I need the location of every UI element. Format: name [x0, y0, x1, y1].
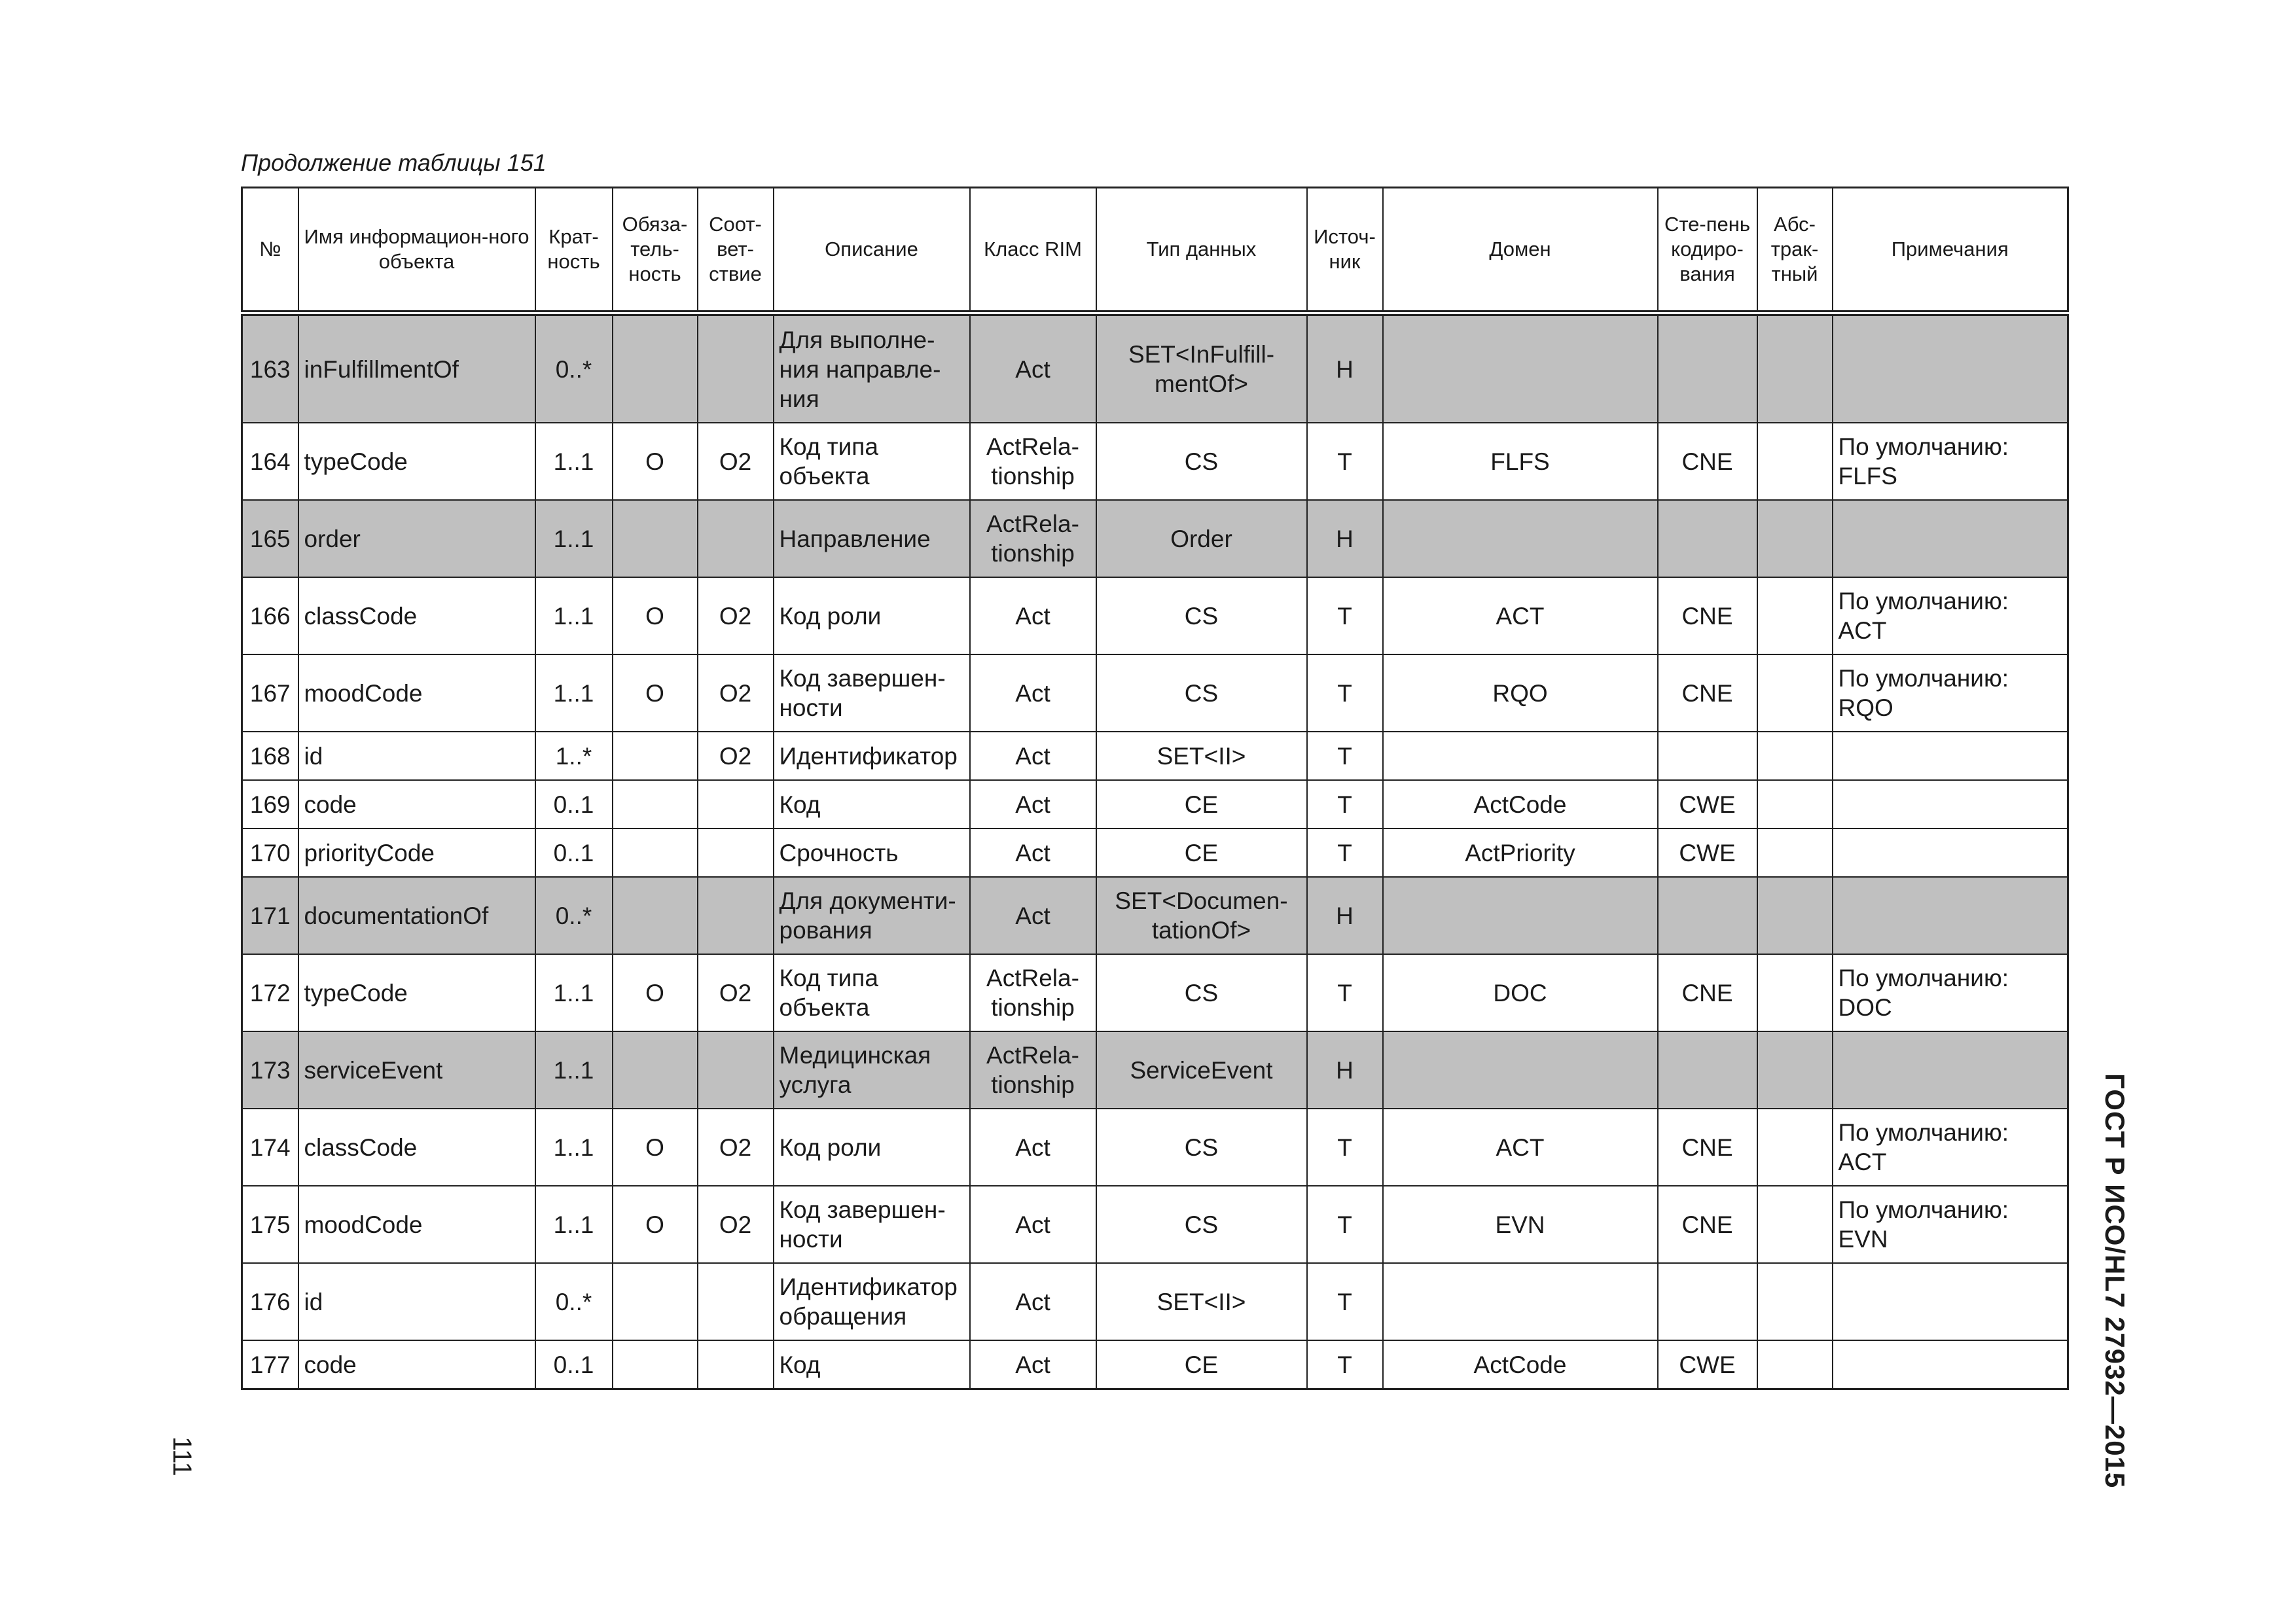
cell-num: 175 [242, 1186, 298, 1263]
cell-data-type: SET<II> [1096, 1263, 1307, 1340]
cell-abstract [1757, 877, 1833, 954]
cell-rim-class: ActRela-tionship [970, 500, 1096, 577]
table-row [242, 423, 2068, 500]
cell-rim-class: Act [970, 829, 1096, 877]
cell-num: 167 [242, 654, 298, 732]
table-row [242, 1031, 2068, 1109]
cell-data-type: SET<II> [1096, 732, 1307, 780]
cell-num: 170 [242, 829, 298, 877]
cell-name: moodCode [298, 654, 535, 732]
cell-optionality: O [613, 423, 698, 500]
cell-domain: ActCode [1383, 1340, 1658, 1389]
cell-notes: По умолчанию: DOC [1833, 954, 2068, 1031]
cell-name: priorityCode [298, 829, 535, 877]
cell-conformance: O2 [698, 577, 774, 654]
cell-cardinality: 0..1 [535, 829, 613, 877]
table-caption: Продолжение таблицы 151 [241, 149, 547, 176]
cell-source: T [1307, 577, 1383, 654]
cell-cardinality: 1..1 [535, 500, 613, 577]
cell-optionality: O [613, 954, 698, 1031]
table-row [242, 780, 2068, 829]
cell-source: T [1307, 829, 1383, 877]
cell-source: T [1307, 654, 1383, 732]
cell-notes [1833, 500, 2068, 577]
cell-notes [1833, 780, 2068, 829]
cell-abstract [1757, 1109, 1833, 1186]
cell-notes: По умолчанию: EVN [1833, 1186, 2068, 1263]
cell-source: H [1307, 877, 1383, 954]
cell-domain: EVN [1383, 1186, 1658, 1263]
header-optionality: Обяза-тель-ность [613, 188, 698, 313]
header-rim-class: Класс RIM [970, 188, 1096, 313]
header-coding-strength: Сте-пень кодиро-вания [1658, 188, 1757, 313]
cell-cardinality: 0..* [535, 877, 613, 954]
cell-domain: DOC [1383, 954, 1658, 1031]
cell-optionality [613, 877, 698, 954]
cell-description: Код завершен-ности [774, 654, 970, 732]
cell-data-type: ServiceEvent [1096, 1031, 1307, 1109]
cell-abstract [1757, 780, 1833, 829]
cell-name: moodCode [298, 1186, 535, 1263]
cell-description: Медицинская услуга [774, 1031, 970, 1109]
cell-notes [1833, 732, 2068, 780]
cell-num: 172 [242, 954, 298, 1031]
cell-data-type: CS [1096, 654, 1307, 732]
cell-notes [1833, 1031, 2068, 1109]
header-abstract: Абс-трак-тный [1757, 188, 1833, 313]
cell-domain [1383, 500, 1658, 577]
cell-rim-class: ActRela-tionship [970, 1031, 1096, 1109]
header-name: Имя информацион-ного объекта [298, 188, 535, 313]
cell-domain: ActCode [1383, 780, 1658, 829]
cell-abstract [1757, 1340, 1833, 1389]
header-description: Описание [774, 188, 970, 313]
cell-conformance [698, 780, 774, 829]
cell-rim-class: Act [970, 577, 1096, 654]
header-notes: Примечания [1833, 188, 2068, 313]
cell-source: T [1307, 954, 1383, 1031]
cell-conformance: O2 [698, 1186, 774, 1263]
cell-notes: По умолчанию: FLFS [1833, 423, 2068, 500]
cell-source: T [1307, 732, 1383, 780]
cell-coding-strength [1658, 732, 1757, 780]
cell-data-type: CS [1096, 423, 1307, 500]
cell-name: typeCode [298, 423, 535, 500]
cell-rim-class: Act [970, 877, 1096, 954]
cell-source: T [1307, 1263, 1383, 1340]
cell-cardinality: 0..1 [535, 780, 613, 829]
header-domain: Домен [1383, 188, 1658, 313]
cell-conformance: O2 [698, 732, 774, 780]
cell-cardinality: 1..1 [535, 1109, 613, 1186]
cell-description: Для выполне-ния направле-ния [774, 313, 970, 423]
cell-notes [1833, 829, 2068, 877]
cell-coding-strength: CNE [1658, 1109, 1757, 1186]
cell-rim-class: Act [970, 313, 1096, 423]
table-row [242, 500, 2068, 577]
cell-conformance [698, 1263, 774, 1340]
cell-abstract [1757, 313, 1833, 423]
cell-description: Код типа объекта [774, 954, 970, 1031]
cell-name: inFulfillmentOf [298, 313, 535, 423]
cell-name: documentationOf [298, 877, 535, 954]
cell-conformance: O2 [698, 654, 774, 732]
cell-cardinality: 1..1 [535, 654, 613, 732]
cell-domain [1383, 877, 1658, 954]
cell-name: code [298, 1340, 535, 1389]
table-row [242, 1263, 2068, 1340]
table-row [242, 1186, 2068, 1263]
header-num: № [242, 188, 298, 313]
cell-cardinality: 0..1 [535, 1340, 613, 1389]
cell-name: classCode [298, 1109, 535, 1186]
cell-source: T [1307, 423, 1383, 500]
cell-source: H [1307, 500, 1383, 577]
cell-domain: FLFS [1383, 423, 1658, 500]
cell-optionality: O [613, 577, 698, 654]
cell-description: Срочность [774, 829, 970, 877]
cell-abstract [1757, 1263, 1833, 1340]
cell-optionality: O [613, 654, 698, 732]
cell-source: H [1307, 1031, 1383, 1109]
cell-cardinality: 0..* [535, 1263, 613, 1340]
cell-num: 174 [242, 1109, 298, 1186]
cell-notes [1833, 1263, 2068, 1340]
cell-abstract [1757, 829, 1833, 877]
cell-data-type: CE [1096, 829, 1307, 877]
cell-notes [1833, 1340, 2068, 1389]
cell-description: Для документи-рования [774, 877, 970, 954]
header-cardinality: Крат-ность [535, 188, 613, 313]
cell-data-type: CS [1096, 1186, 1307, 1263]
cell-cardinality: 1..1 [535, 1186, 613, 1263]
cell-data-type: Order [1096, 500, 1307, 577]
cell-num: 168 [242, 732, 298, 780]
cell-conformance: O2 [698, 1109, 774, 1186]
cell-coding-strength [1658, 1263, 1757, 1340]
cell-name: id [298, 732, 535, 780]
table-row [242, 877, 2068, 954]
cell-notes: По умолчанию: ACT [1833, 577, 2068, 654]
cell-abstract [1757, 954, 1833, 1031]
cell-num: 169 [242, 780, 298, 829]
cell-notes: По умолчанию: RQO [1833, 654, 2068, 732]
cell-num: 165 [242, 500, 298, 577]
table-row [242, 654, 2068, 732]
cell-description: Код роли [774, 577, 970, 654]
cell-abstract [1757, 1031, 1833, 1109]
cell-abstract [1757, 654, 1833, 732]
cell-name: serviceEvent [298, 1031, 535, 1109]
cell-abstract [1757, 732, 1833, 780]
cell-num: 173 [242, 1031, 298, 1109]
cell-abstract [1757, 577, 1833, 654]
cell-name: classCode [298, 577, 535, 654]
table-row [242, 954, 2068, 1031]
cell-data-type: SET<Documen-tationOf> [1096, 877, 1307, 954]
cell-description: Направление [774, 500, 970, 577]
cell-domain [1383, 313, 1658, 423]
table-row [242, 1109, 2068, 1186]
cell-conformance [698, 829, 774, 877]
cell-coding-strength [1658, 500, 1757, 577]
cell-coding-strength: CNE [1658, 577, 1757, 654]
cell-conformance: O2 [698, 423, 774, 500]
cell-rim-class: ActRela-tionship [970, 954, 1096, 1031]
table-row [242, 829, 2068, 877]
page-number: 111 [168, 1436, 196, 1476]
cell-data-type: CS [1096, 577, 1307, 654]
cell-source: T [1307, 1340, 1383, 1389]
cell-coding-strength: CNE [1658, 423, 1757, 500]
cell-abstract [1757, 423, 1833, 500]
cell-abstract [1757, 500, 1833, 577]
cell-coding-strength [1658, 313, 1757, 423]
cell-optionality [613, 500, 698, 577]
cell-optionality [613, 1340, 698, 1389]
cell-optionality [613, 732, 698, 780]
cell-conformance [698, 1031, 774, 1109]
cell-rim-class: Act [970, 780, 1096, 829]
cell-source: T [1307, 780, 1383, 829]
cell-rim-class: Act [970, 1263, 1096, 1340]
cell-coding-strength: CNE [1658, 1186, 1757, 1263]
cell-cardinality: 1..1 [535, 577, 613, 654]
cell-description: Идентификатор [774, 732, 970, 780]
cell-abstract [1757, 1186, 1833, 1263]
data-table [241, 187, 2069, 1390]
cell-name: typeCode [298, 954, 535, 1031]
cell-optionality [613, 1263, 698, 1340]
cell-notes: По умолчанию: ACT [1833, 1109, 2068, 1186]
cell-optionality [613, 313, 698, 423]
cell-coding-strength: CWE [1658, 780, 1757, 829]
cell-cardinality: 0..* [535, 313, 613, 423]
cell-domain [1383, 1263, 1658, 1340]
cell-domain: ACT [1383, 577, 1658, 654]
cell-rim-class: Act [970, 1186, 1096, 1263]
cell-source: T [1307, 1109, 1383, 1186]
cell-cardinality: 1..1 [535, 423, 613, 500]
cell-coding-strength: CNE [1658, 954, 1757, 1031]
document-title: ГОСТ Р ИСО/HL7 27932—2015 [2100, 1073, 2130, 1489]
cell-conformance [698, 500, 774, 577]
cell-domain [1383, 1031, 1658, 1109]
cell-notes [1833, 313, 2068, 423]
cell-data-type: CE [1096, 1340, 1307, 1389]
cell-conformance [698, 313, 774, 423]
cell-domain: ACT [1383, 1109, 1658, 1186]
cell-description: Код типа объекта [774, 423, 970, 500]
cell-data-type: CS [1096, 954, 1307, 1031]
table-body [242, 313, 2068, 1389]
cell-domain: ActPriority [1383, 829, 1658, 877]
table-row [242, 732, 2068, 780]
cell-coding-strength: CNE [1658, 654, 1757, 732]
table-row [242, 577, 2068, 654]
cell-description: Код завершен-ности [774, 1186, 970, 1263]
cell-description: Код [774, 780, 970, 829]
cell-rim-class: Act [970, 732, 1096, 780]
cell-optionality: O [613, 1109, 698, 1186]
table-row [242, 1340, 2068, 1389]
cell-coding-strength: CWE [1658, 829, 1757, 877]
header-source: Источ-ник [1307, 188, 1383, 313]
cell-description: Код [774, 1340, 970, 1389]
cell-conformance: O2 [698, 954, 774, 1031]
cell-rim-class: Act [970, 1340, 1096, 1389]
cell-data-type: SET<InFulfill-mentOf> [1096, 313, 1307, 423]
cell-name: id [298, 1263, 535, 1340]
cell-coding-strength: CWE [1658, 1340, 1757, 1389]
cell-num: 176 [242, 1263, 298, 1340]
cell-rim-class: ActRela-tionship [970, 423, 1096, 500]
cell-data-type: CE [1096, 780, 1307, 829]
cell-conformance [698, 877, 774, 954]
cell-num: 166 [242, 577, 298, 654]
cell-name: order [298, 500, 535, 577]
cell-coding-strength [1658, 1031, 1757, 1109]
cell-rim-class: Act [970, 1109, 1096, 1186]
cell-optionality [613, 780, 698, 829]
cell-source: H [1307, 313, 1383, 423]
cell-description: Идентификатор обращения [774, 1263, 970, 1340]
cell-cardinality: 1..* [535, 732, 613, 780]
cell-source: T [1307, 1186, 1383, 1263]
cell-rim-class: Act [970, 654, 1096, 732]
cell-coding-strength [1658, 877, 1757, 954]
cell-name: code [298, 780, 535, 829]
header-conformance: Соот-вет-ствие [698, 188, 774, 313]
cell-domain: RQO [1383, 654, 1658, 732]
cell-notes [1833, 877, 2068, 954]
cell-num: 163 [242, 313, 298, 423]
cell-optionality [613, 1031, 698, 1109]
header-data-type: Тип данных [1096, 188, 1307, 313]
cell-num: 164 [242, 423, 298, 500]
cell-data-type: CS [1096, 1109, 1307, 1186]
cell-cardinality: 1..1 [535, 954, 613, 1031]
cell-domain [1383, 732, 1658, 780]
cell-optionality: O [613, 1186, 698, 1263]
cell-description: Код роли [774, 1109, 970, 1186]
table-row [242, 313, 2068, 423]
table-header-row [242, 188, 2068, 313]
cell-num: 177 [242, 1340, 298, 1389]
cell-num: 171 [242, 877, 298, 954]
cell-optionality [613, 829, 698, 877]
cell-conformance [698, 1340, 774, 1389]
cell-cardinality: 1..1 [535, 1031, 613, 1109]
